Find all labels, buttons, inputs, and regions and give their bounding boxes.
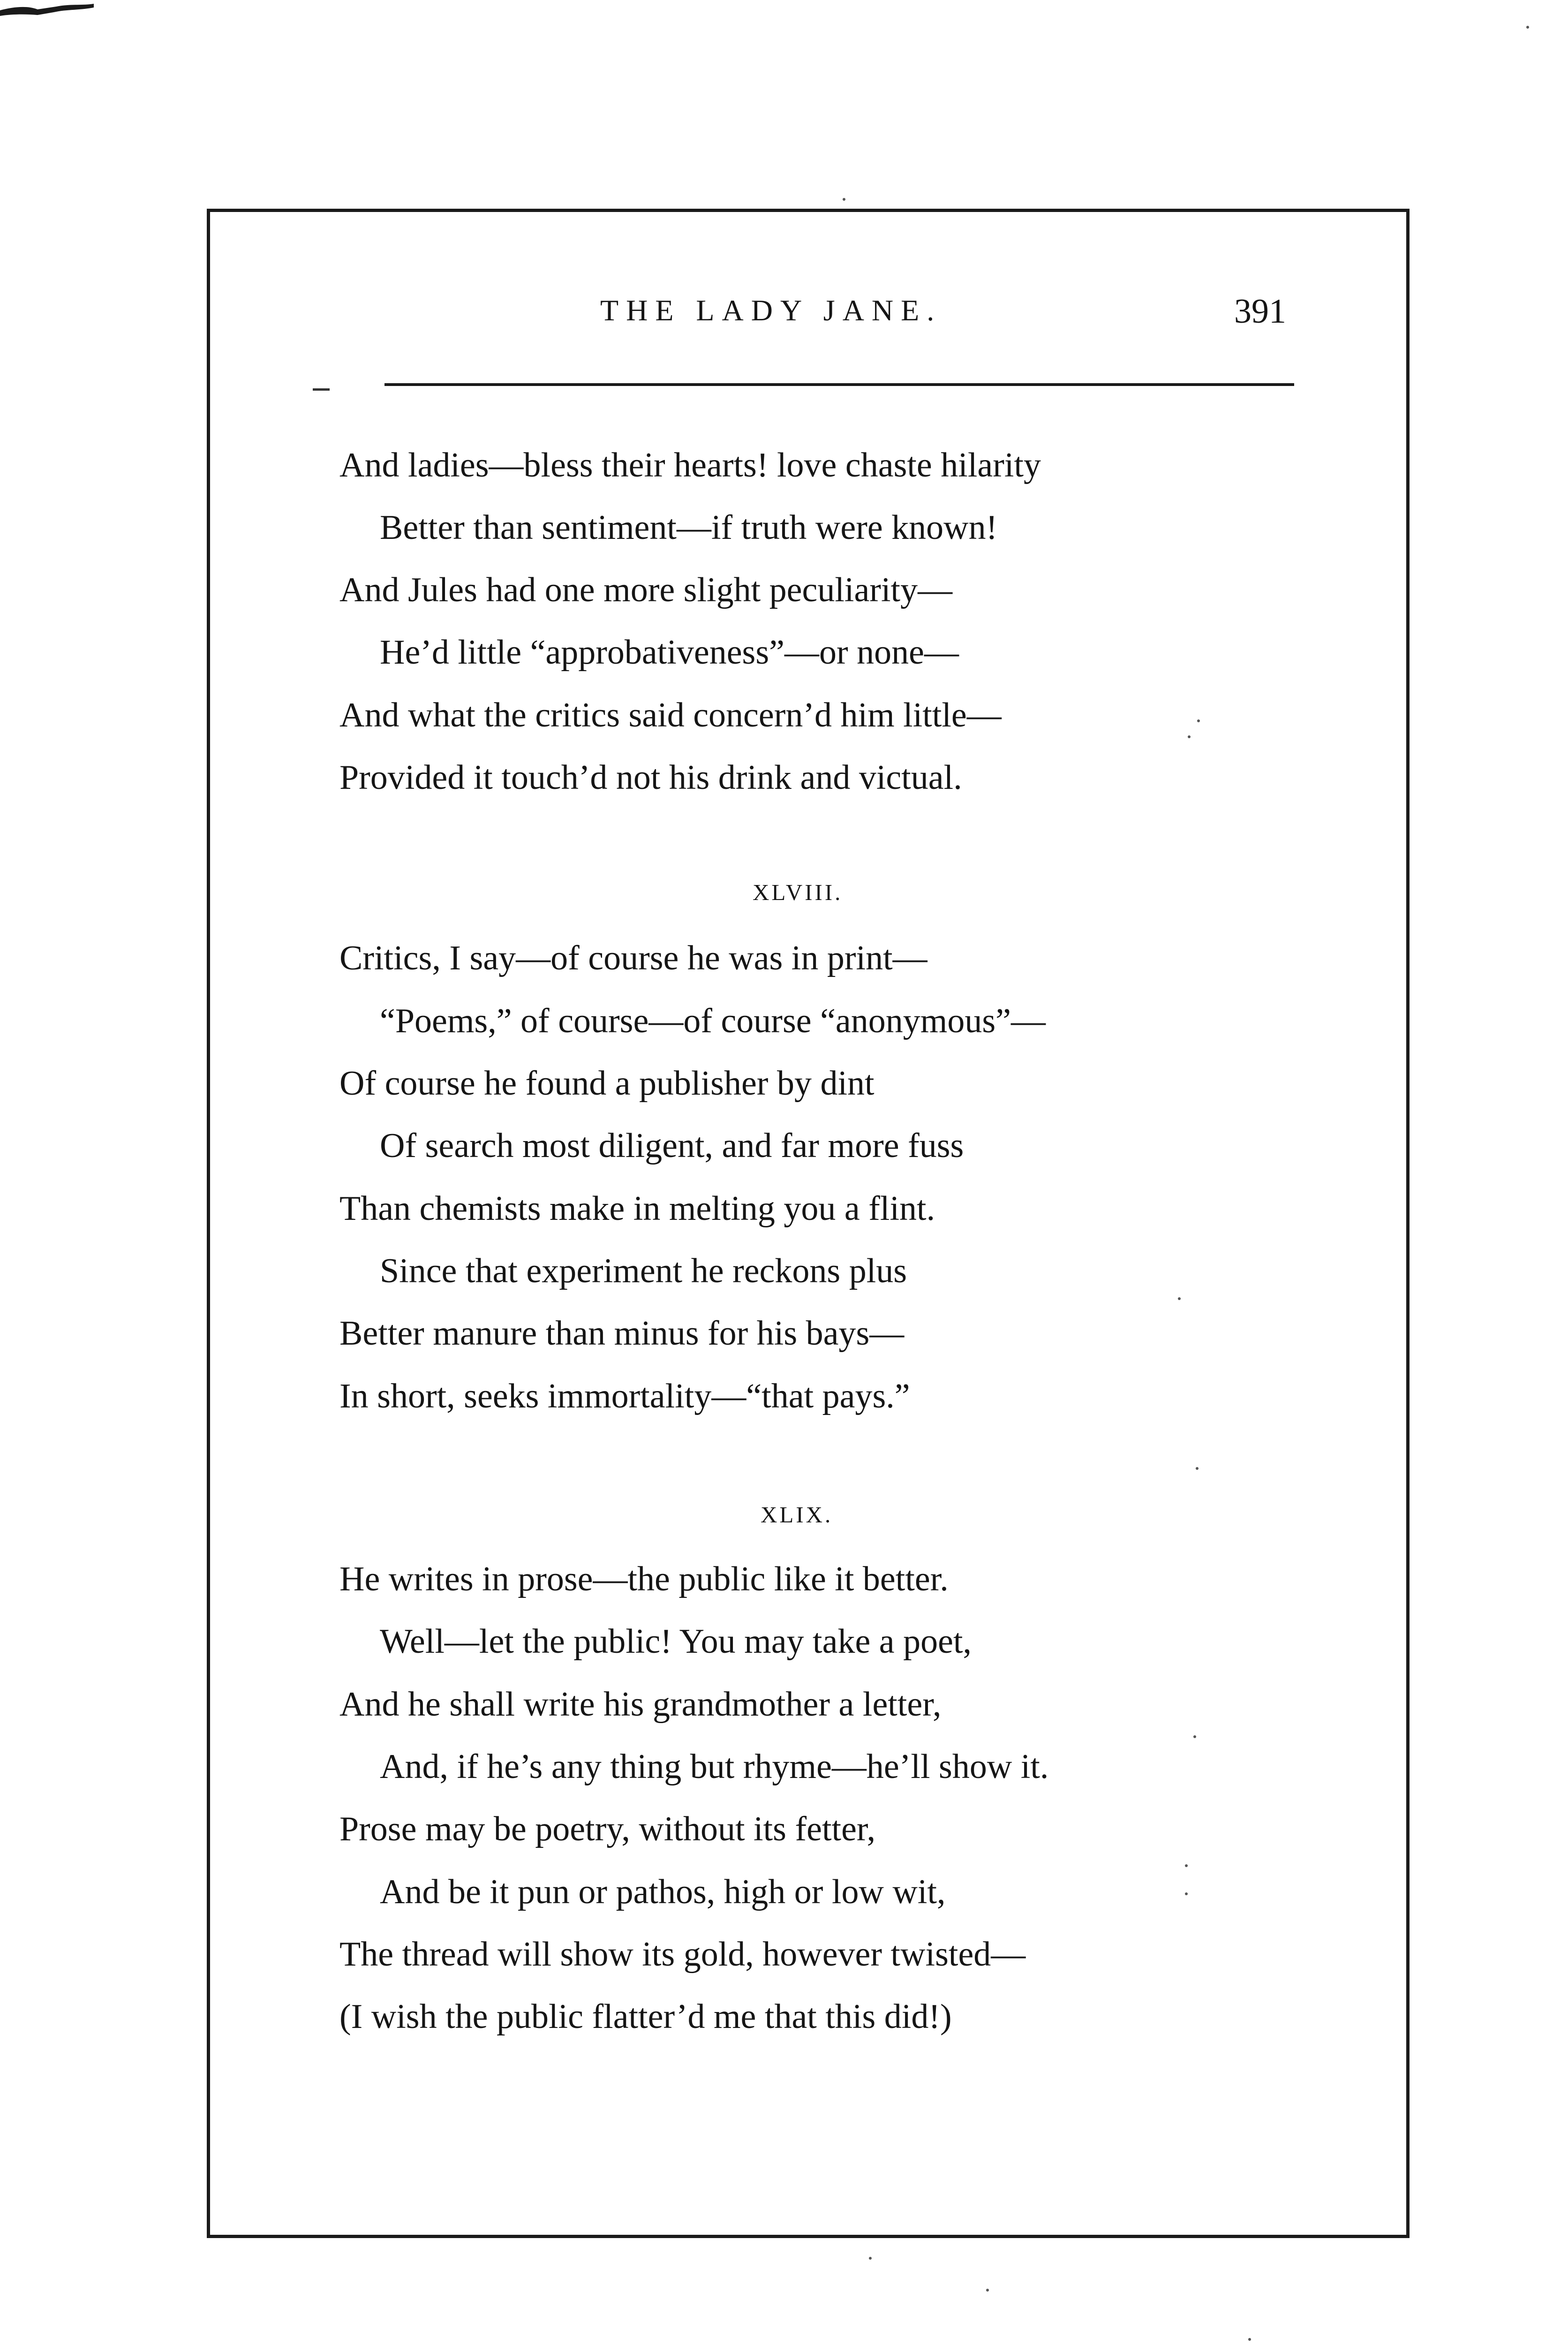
- poem-line: Prose may be poetry, without its fetter,: [339, 1810, 876, 1848]
- poem-line: And, if he’s any thing but rhyme—he’ll show it.: [380, 1747, 1049, 1786]
- header-rule: [384, 383, 1294, 386]
- scan-speck: [1526, 26, 1529, 29]
- scan-speck: [1188, 735, 1191, 738]
- scan-speck: [1185, 1892, 1188, 1895]
- poem-line: Better than sentiment—if truth were known!: [380, 508, 998, 547]
- poem-line: He writes in prose—the public like it better.: [339, 1560, 949, 1598]
- header-dash: [313, 388, 330, 391]
- poem-line: Of search most diligent, and far more fuss: [380, 1127, 964, 1165]
- poem-line: And ladies—bless their hearts! love chaste hilarity: [339, 446, 1041, 484]
- poem-line: Than chemists make in melting you a flint.: [339, 1189, 935, 1228]
- poem-line: And he shall write his grandmother a letter,: [339, 1685, 942, 1724]
- poem-line: Better manure than minus for his bays—: [339, 1314, 905, 1353]
- running-title: THE LADY JANE.: [600, 294, 942, 327]
- scan-speck: [1248, 2338, 1251, 2341]
- poem-line: Well—let the public! You may take a poet,: [380, 1622, 972, 1661]
- scan-speck: [1197, 719, 1200, 722]
- scan-speck: [1193, 1735, 1196, 1738]
- scan-speck: [869, 2257, 872, 2260]
- ink-smudge-icon: [0, 0, 103, 28]
- scan-speck: [1185, 1864, 1188, 1867]
- poem-line: In short, seeks immortality—“that pays.”: [339, 1377, 910, 1415]
- scan-speck: [1178, 1297, 1181, 1300]
- poem-line: “Poems,” of course—of course “anonymous”—: [380, 1002, 1046, 1040]
- poem-line: And be it pun or pathos, high or low wit,: [380, 1873, 946, 1911]
- scan-speck: [1196, 1467, 1199, 1470]
- scan-speck: [843, 198, 845, 201]
- poem-line: The thread will show its gold, however twisted—: [339, 1935, 1026, 1974]
- poem-line: (I wish the public flatter’d me that this did!): [339, 1997, 952, 2036]
- poem-line: Provided it touch’d not his drink and victual.: [339, 758, 962, 797]
- poem-line: Critics, I say—of course he was in print—: [339, 939, 927, 977]
- page-number: 391: [1234, 292, 1286, 331]
- stanza-number: XLIX.: [761, 1502, 833, 1528]
- poem-line: He’d little “approbativeness”—or none—: [380, 633, 959, 672]
- poem-line: And Jules had one more slight peculiarity—: [339, 571, 953, 609]
- poem-line: Since that experiment he reckons plus: [380, 1252, 907, 1290]
- poem-line: Of course he found a publisher by dint: [339, 1064, 874, 1103]
- poem-line: And what the critics said concern’d him little—: [339, 696, 1002, 734]
- stanza-number: XLVIII.: [753, 879, 843, 905]
- scan-speck: [986, 2289, 989, 2292]
